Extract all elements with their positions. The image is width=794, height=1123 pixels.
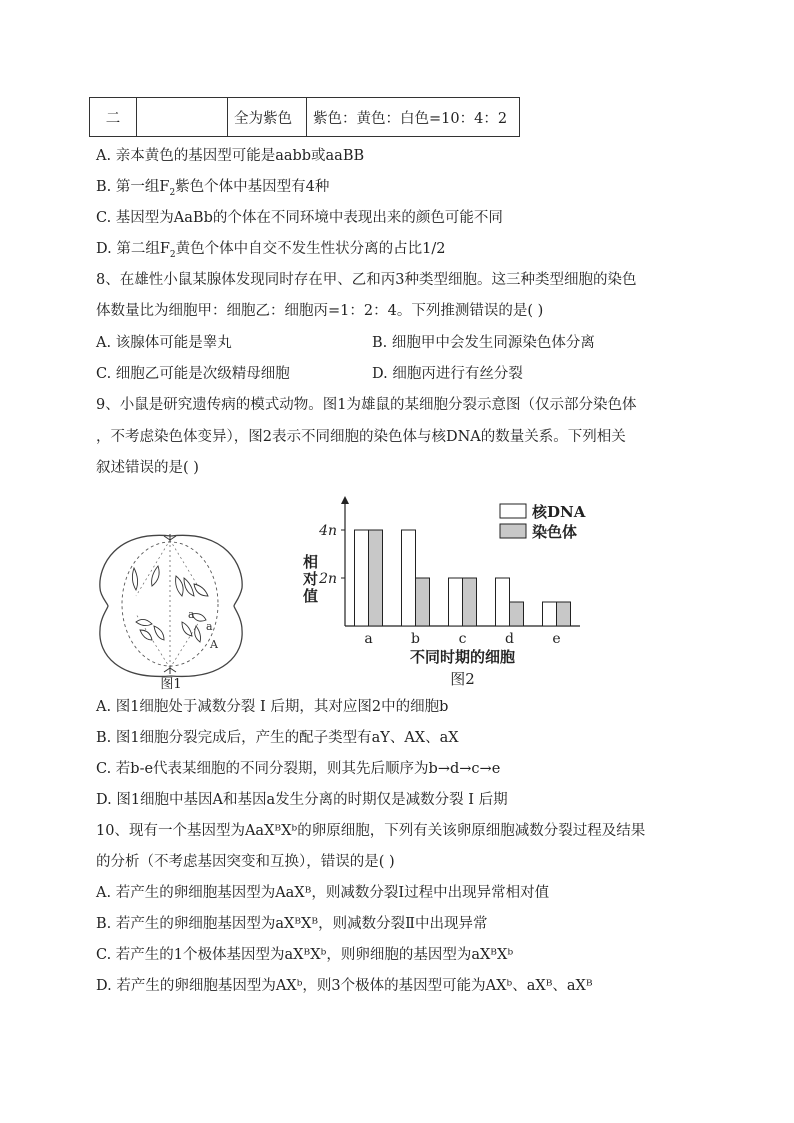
bar-dna-b: [402, 530, 416, 626]
legend-swatch: [500, 504, 526, 518]
y-axis-label: 相对值: [301, 554, 319, 605]
fig1-label-a2: a: [206, 620, 213, 633]
q10-option-b: B. 若产生的卵细胞基因型为aXᴮXᴮ，则减数分裂Ⅱ中出现异常: [96, 916, 488, 932]
y-axis-arrow: [341, 496, 349, 504]
q9-stem-line1: 9、小鼠是研究遗传病的模式动物。图1为雄鼠的某细胞分裂示意图（仅示部分染色体: [96, 397, 637, 413]
q8-option-d: D. 细胞丙进行有丝分裂: [372, 366, 523, 382]
x-tick-label: c: [458, 631, 467, 647]
q7-option-a: A. 亲本黄色的基因型可能是aabb或aaBB: [96, 148, 365, 164]
table-cell-group: 二: [90, 98, 137, 137]
bar-chromosome-c: [463, 578, 477, 626]
q7-option-b: B. 第一组$F_2$紫色个体中基因型有4种: [96, 179, 330, 198]
legend-label: 核DNA: [532, 503, 586, 521]
q8-stem-line2: 体数量比为细胞甲：细胞乙：细胞丙=1：2：4。下列推测错误的是( ): [96, 303, 544, 319]
x-tick-label: b: [411, 631, 420, 647]
q8-option-b: B. 细胞甲中会发生同源染色体分离: [372, 335, 595, 351]
bar-dna-e: [543, 602, 557, 626]
q10-stem-line1: 10、现有一个基因型为AaXᴮXᵇ的卵原细胞，下列有关该卵原细胞减数分裂过程及结果: [96, 823, 646, 839]
x-tick-label: e: [552, 631, 561, 647]
fig1-label-a1: a: [188, 608, 195, 621]
genetics-table: [89, 97, 520, 137]
q9-stem-line3: 叙述错误的是( ): [96, 460, 199, 476]
q8-stem-line1: 8、在雄性小鼠某腺体发现同时存在甲、乙和丙3种类型细胞。这三种类型细胞的染色: [96, 272, 637, 288]
fig1-label-A: A: [210, 638, 218, 651]
q9-stem-line2: ，不考虑染色体变异），图2表示不同细胞的染色体与核DNA的数量关系。下列相关: [96, 429, 626, 445]
q7-option-d: D. 第二组$F_2$黄色个体中自交不发生性状分离的占比1/2: [96, 241, 446, 260]
table-cell-f1: 全为紫色: [228, 98, 307, 137]
x-axis-label: 不同时期的细胞: [409, 648, 516, 666]
figure-2-bar-chart: [290, 494, 620, 694]
q8-option-a: A. 该腺体可能是睾丸: [96, 335, 232, 351]
bar-chromosome-b: [416, 578, 430, 626]
q9-option-c: C. 若b-e代表某细胞的不同分裂期，则其先后顺序为b→d→c→e: [96, 761, 501, 777]
fig1-caption: 图1: [160, 677, 182, 691]
y-tick-label: 4n: [319, 523, 337, 539]
bar-dna-d: [496, 578, 510, 626]
figure-2-caption: 图2: [450, 670, 475, 688]
q7-option-c: C. 基因型为AaBb的个体在不同环境中表现出来的颜色可能不同: [96, 210, 503, 226]
q10-stem-line2: 的分析（不考虑基因突变和互换），错误的是( ): [96, 854, 395, 870]
table-cell-f2: 紫色：黄色：白色=10：4：2: [307, 98, 520, 137]
bar-dna-c: [449, 578, 463, 626]
q10-option-a: A. 若产生的卵细胞基因型为AaXᴮ，则减数分裂Ⅰ过程中出现异常相对值: [96, 885, 550, 901]
q9-option-a: A. 图1细胞处于减数分裂 I 后期，其对应图2中的细胞b: [96, 699, 449, 715]
bar-chromosome-e: [557, 602, 571, 626]
q9-option-d: D. 图1细胞中基因A和基因a发生分离的时期仅是减数分裂 I 后期: [96, 792, 508, 808]
legend-swatch: [500, 524, 526, 538]
x-tick-label: a: [364, 631, 373, 647]
bar-chromosome-a: [369, 530, 383, 626]
bar-chromosome-d: [510, 602, 524, 626]
x-tick-label: d: [505, 631, 514, 647]
figure-1-cell-diagram: [96, 526, 246, 691]
legend-label: 染色体: [532, 523, 578, 541]
q9-option-b: B. 图1细胞分裂完成后，产生的配子类型有aY、AX、aX: [96, 730, 459, 746]
q10-option-d: D. 若产生的卵细胞基因型为AXᵇ，则3个极体的基因型可能为AXᵇ、aXᴮ、aXᴮ: [96, 978, 593, 994]
q8-option-c: C. 细胞乙可能是次级精母细胞: [96, 366, 290, 382]
table-cell-parent: [137, 98, 228, 137]
table-row: [90, 98, 520, 137]
bar-dna-a: [355, 530, 369, 626]
q10-option-c: C. 若产生的1个极体基因型为aXᴮXᵇ，则卵细胞的基因型为aXᴮXᵇ: [96, 947, 514, 963]
y-tick-label: 2n: [319, 571, 337, 587]
